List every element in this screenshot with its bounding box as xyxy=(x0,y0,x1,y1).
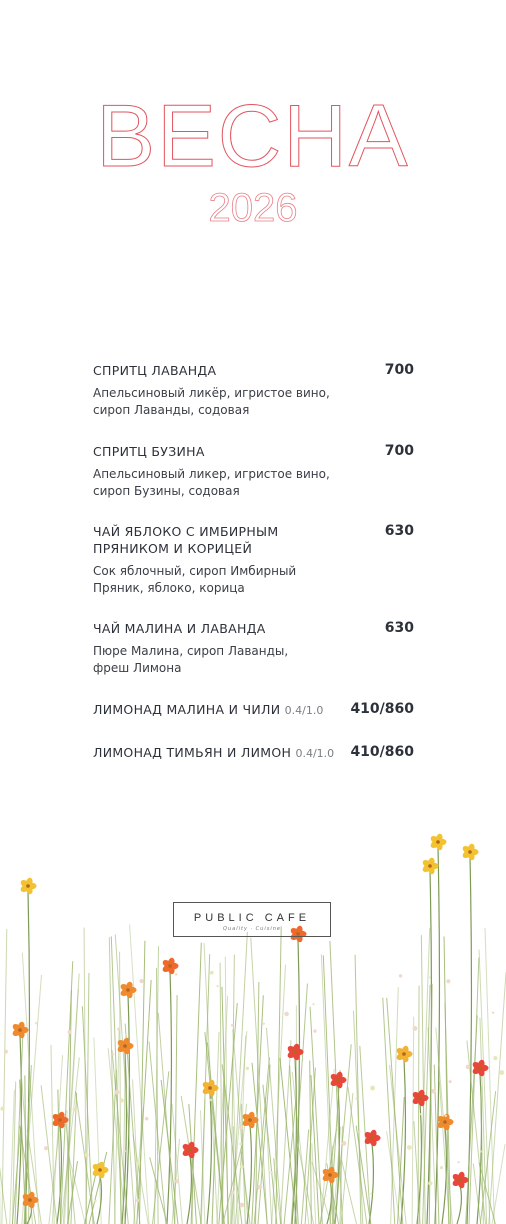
item-description xyxy=(93,466,333,499)
tiny-blossom xyxy=(231,1024,234,1027)
item-volume: 0.4/1.0 xyxy=(295,747,335,760)
desc-line: сироп Бузины, содовая xyxy=(93,483,240,498)
tiny-blossom xyxy=(419,1113,421,1115)
tiny-blossom xyxy=(457,1161,459,1163)
flower xyxy=(329,1071,346,1089)
tiny-blossom xyxy=(136,1199,139,1202)
tiny-blossom xyxy=(120,1098,124,1102)
grass-blade xyxy=(2,929,7,1224)
grass-blade xyxy=(158,1013,174,1224)
tiny-blossom xyxy=(4,1050,8,1054)
tiny-blossom xyxy=(145,1117,149,1121)
tiny-blossom xyxy=(428,1181,432,1185)
tiny-blossom xyxy=(284,1012,289,1017)
menu-item xyxy=(93,620,414,676)
item-name xyxy=(93,744,353,762)
tiny-blossom xyxy=(313,1029,316,1032)
name-text: ЛИМОНАД МАЛИНА И ЧИЛИ xyxy=(93,702,281,717)
name-line: ПРЯНИКОМ И КОРИЦЕЙ xyxy=(93,541,253,556)
grass-blade xyxy=(153,1071,169,1224)
wildflower-illustration xyxy=(0,820,506,1224)
tiny-blossom xyxy=(370,1193,372,1195)
item-volume: 0.4/1.0 xyxy=(284,704,324,717)
flower xyxy=(321,1166,338,1184)
tiny-blossom xyxy=(112,1053,115,1056)
desc-line: Апельсиновый ликёр, игристое вино, xyxy=(93,386,330,400)
desc-line: Пряник, яблоко, корица xyxy=(93,580,245,595)
tiny-blossom xyxy=(239,1203,244,1208)
tiny-blossom xyxy=(72,1108,76,1112)
item-description xyxy=(93,643,333,676)
grass-blade xyxy=(489,972,506,1224)
tiny-blossom xyxy=(445,1115,447,1117)
tiny-blossom xyxy=(399,974,402,977)
menu-item xyxy=(93,523,414,596)
item-price: 630 xyxy=(384,620,414,636)
tiny-blossom xyxy=(431,1089,435,1093)
tiny-blossom xyxy=(84,1153,88,1157)
item-name: СПРИТЦ ЛАВАНДА xyxy=(93,363,217,378)
tiny-blossom xyxy=(449,1080,452,1083)
tiny-blossom xyxy=(94,1200,97,1203)
tiny-blossom xyxy=(136,1161,140,1165)
tiny-blossom xyxy=(358,1131,360,1133)
flower xyxy=(11,1021,28,1039)
grass-blade xyxy=(355,955,361,1224)
flower-stem xyxy=(207,1093,211,1224)
tiny-blossom xyxy=(175,1179,179,1183)
menu-item xyxy=(93,362,414,418)
flower xyxy=(421,857,438,875)
tiny-blossom xyxy=(257,1185,262,1190)
tiny-blossom xyxy=(312,1003,314,1005)
tiny-blossom xyxy=(175,973,178,976)
flower-stem xyxy=(457,1185,461,1224)
item-price: 700 xyxy=(384,443,414,459)
item-name xyxy=(93,701,353,719)
grass-blade xyxy=(292,1072,309,1224)
menu-item xyxy=(93,443,414,499)
tiny-blossom xyxy=(355,1098,357,1100)
item-price: 410/860 xyxy=(350,744,414,760)
item-price: 630 xyxy=(384,523,414,539)
flower xyxy=(461,843,478,861)
name-line: ЧАЙ ЯБЛОКО С ИМБИРНЫМ xyxy=(93,524,279,539)
tiny-blossom xyxy=(216,985,218,987)
menu-item xyxy=(93,744,414,762)
flower xyxy=(286,1043,303,1061)
tiny-blossom xyxy=(263,1022,265,1024)
tiny-blossom xyxy=(115,1090,120,1095)
flower xyxy=(161,957,178,975)
flower xyxy=(91,1161,108,1179)
flower xyxy=(429,833,446,851)
grass-blade xyxy=(109,937,115,1224)
item-description xyxy=(93,563,333,596)
tiny-blossom xyxy=(492,1011,494,1013)
tiny-blossom xyxy=(246,1067,249,1070)
tiny-blossom xyxy=(499,1070,504,1075)
desc-line: фреш Лимона xyxy=(93,660,182,675)
tiny-blossom xyxy=(480,1150,482,1152)
tiny-blossom xyxy=(429,976,431,978)
tiny-blossom xyxy=(231,1191,235,1195)
tiny-blossom xyxy=(77,1112,79,1114)
grass-blade xyxy=(390,1065,407,1224)
tiny-blossom xyxy=(139,979,143,983)
grass-blade xyxy=(233,1126,234,1224)
tiny-blossom xyxy=(149,1018,151,1020)
menu-title: ВЕСНА xyxy=(96,86,410,185)
grass-blade xyxy=(181,1096,201,1224)
grass-blade xyxy=(341,1093,353,1224)
flower xyxy=(19,877,36,895)
grass-blade xyxy=(280,1040,291,1224)
cafe-logo xyxy=(173,902,331,937)
grass-blade xyxy=(108,1048,125,1224)
tiny-blossom xyxy=(0,1106,4,1110)
tiny-blossom xyxy=(239,1143,242,1146)
logo-tagline: Quality · Cuisine xyxy=(223,926,281,932)
flower xyxy=(395,1045,412,1063)
grass-blade xyxy=(412,1017,414,1224)
tiny-blossom xyxy=(240,1165,244,1169)
grass-blade xyxy=(492,1144,505,1224)
item-price: 700 xyxy=(384,362,414,378)
tiny-blossom xyxy=(210,971,214,975)
grass-blade xyxy=(137,980,151,1224)
tiny-blossom xyxy=(407,1145,412,1150)
tiny-blossom xyxy=(493,1056,497,1060)
tiny-blossom xyxy=(413,1026,418,1031)
flower-stem xyxy=(167,971,171,1224)
tiny-blossom xyxy=(440,1166,443,1169)
tiny-blossom xyxy=(210,1099,213,1102)
tiny-blossom xyxy=(324,1194,326,1196)
flower xyxy=(181,1141,198,1159)
grass-blade xyxy=(75,1091,94,1224)
tiny-blossom xyxy=(446,979,450,983)
logo-text: PUBLIC CAFE xyxy=(193,912,311,924)
tiny-blossom xyxy=(370,1086,375,1091)
item-description xyxy=(93,385,333,418)
menu-year: 2026 xyxy=(208,186,298,230)
flower-stem xyxy=(187,1155,191,1224)
grass-blade xyxy=(418,986,419,1224)
desc-line: Сок яблочный, сироп Имбирный xyxy=(93,564,297,578)
item-price: 410/860 xyxy=(350,701,414,717)
desc-line: сироп Лаванды, содовая xyxy=(93,402,250,417)
grass-blade xyxy=(241,1152,250,1224)
tiny-blossom xyxy=(124,1150,126,1152)
flower xyxy=(201,1079,218,1097)
tiny-blossom xyxy=(342,1141,347,1146)
item-name xyxy=(93,523,323,557)
flower xyxy=(241,1111,258,1129)
tiny-blossom xyxy=(239,1126,243,1130)
flower xyxy=(451,1171,468,1189)
grass-blade xyxy=(414,1121,420,1224)
tiny-blossom xyxy=(270,1171,273,1174)
item-name: СПРИТЦ БУЗИНА xyxy=(93,444,205,459)
name-text: ЛИМОНАД ТИМЬЯН И ЛИМОН xyxy=(93,745,292,760)
grass-blade xyxy=(485,928,494,1224)
tiny-blossom xyxy=(466,1065,470,1069)
tiny-blossom xyxy=(68,1030,72,1034)
desc-line: Апельсиновый ликер, игристое вино, xyxy=(93,467,330,481)
tiny-blossom xyxy=(117,1028,120,1031)
grass-blade xyxy=(94,1037,101,1224)
grass-blade xyxy=(41,1085,57,1224)
grass-blade xyxy=(89,1152,107,1224)
tiny-blossom xyxy=(35,1022,37,1024)
desc-line: Пюре Малина, сироп Лаванды, xyxy=(93,644,289,658)
menu-item xyxy=(93,701,414,719)
tiny-blossom xyxy=(44,1146,48,1150)
item-name: ЧАЙ МАЛИНА И ЛАВАНДА xyxy=(93,621,266,636)
